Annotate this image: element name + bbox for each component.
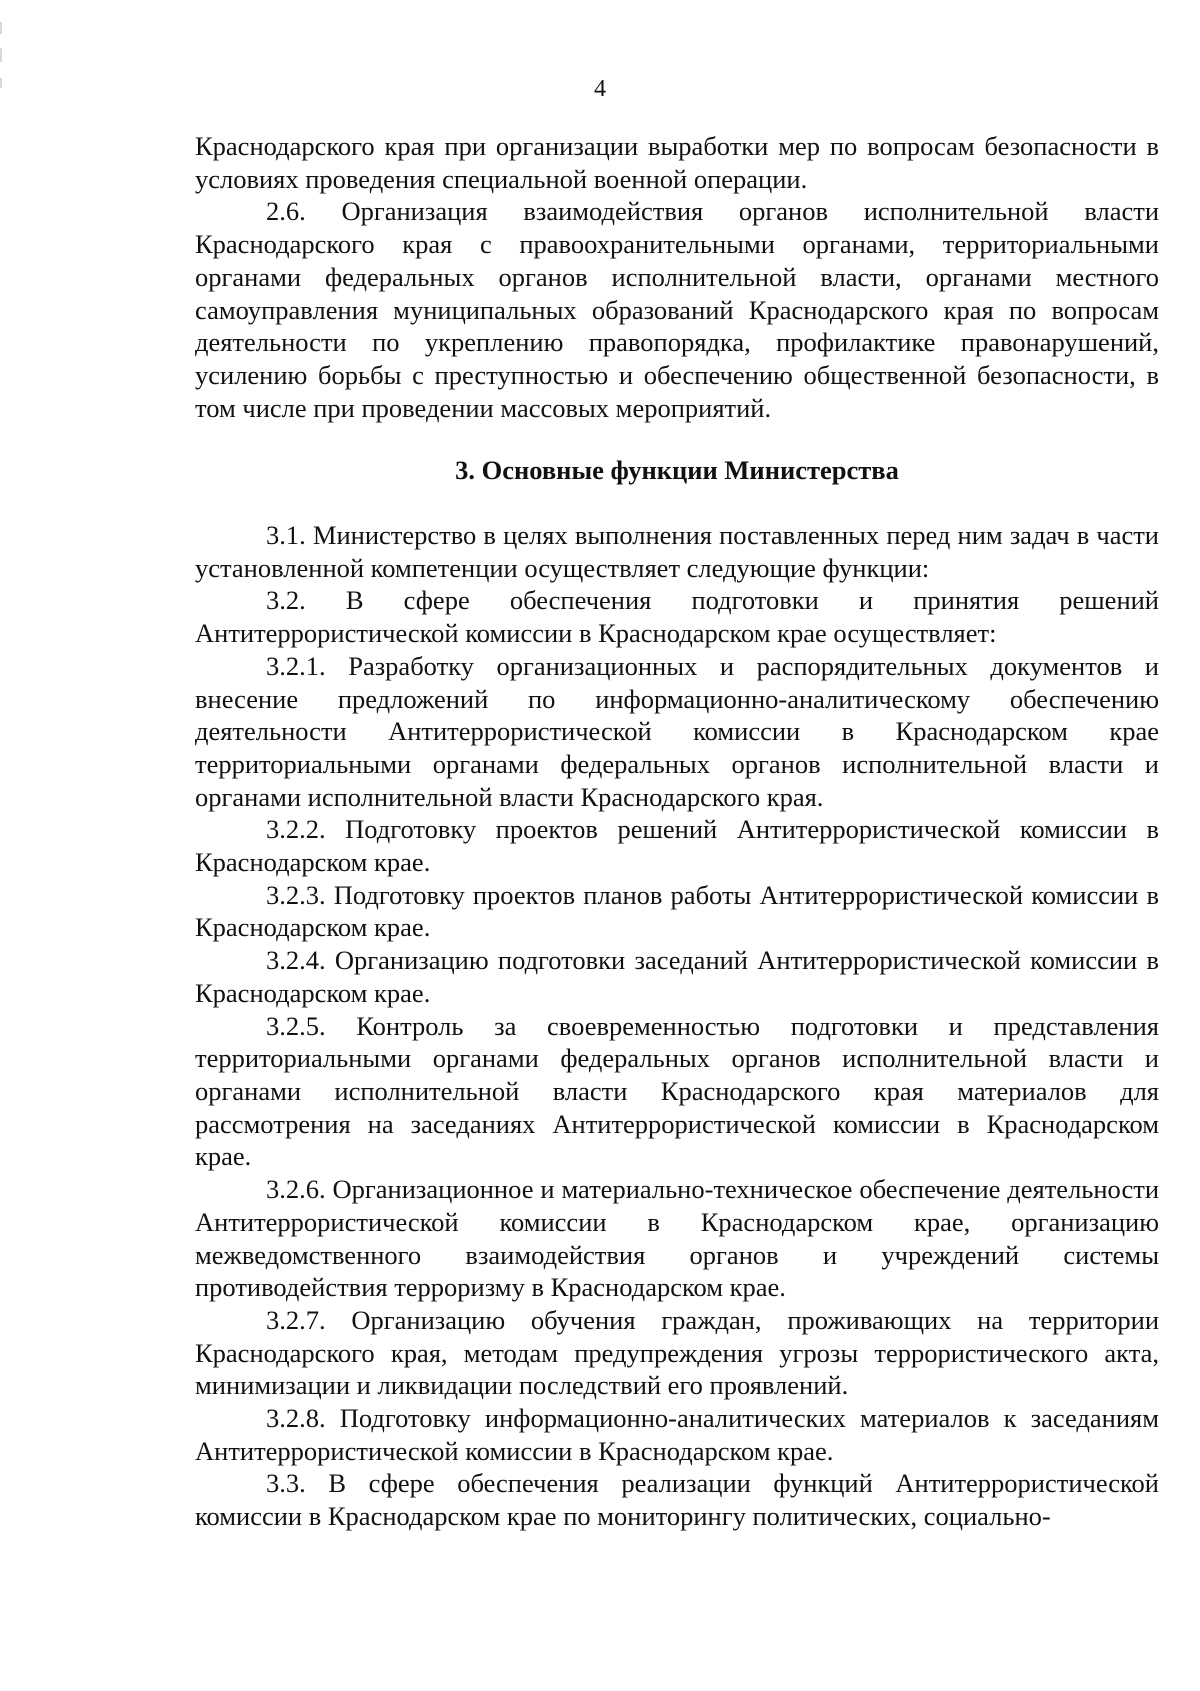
paragraph: 3.3. В сфере обеспечения реализации функций Антитеррористической комиссии в Краснодарском крае по мониторингу политических, социально- [195,1468,1159,1532]
paragraph: 3.2.3. Подготовку проектов планов работы Антитеррористической комиссии в Краснодарском крае. [195,879,1159,943]
paragraph: 3.2.1. Разработку организационных и распорядительных документов и внесение предложений по информационно-аналитическому обеспечению деятельности Антитеррористической комиссии в Краснодарском крае территориальными органами федеральных органов исполнительной власти и органами исполнительной власти Краснодарского края. [195,650,1159,812]
paragraph: Краснодарского края при организации выработки мер по вопросам безопасности в условиях проведения специальной военной операции. [195,131,1159,194]
document-body [195,130,1159,1533]
paragraphs-before-heading [195,130,1159,424]
scan-artifact [0,48,2,62]
paragraph: 3.2.6. Организационное и материально-техническое обеспечение деятельности Антитеррористической комиссии в Краснодарском крае, организацию межведомственного взаимодействия органов и учреждений системы противодействия терроризму в Краснодарском крае. [195,1174,1159,1303]
paragraph: 3.2. В сфере обеспечения подготовки и принятия решений Антитеррористической комиссии в Краснодарском крае осуществляет: [195,585,1159,649]
paragraph: 3.2.2. Подготовку проектов решений Антитеррористической комиссии в Краснодарском крае. [195,814,1159,878]
scan-artifact [0,22,2,34]
paragraph: 3.2.4. Организацию подготовки заседаний Антитеррористической комиссии в Краснодарском крае. [195,945,1159,1008]
paragraph: 3.2.5. Контроль за своевременностью подготовки и представления территориальными органами федеральных органов исполнительной власти и органами исполнительной власти Краснодарского края материалов для рассмотрения на заседаниях Антитеррористической комиссии в Краснодарском крае. [195,1010,1159,1172]
section-heading: 3. Основные функции Министерства [455,455,899,486]
paragraph: 3.1. Министерство в целях выполнения поставленных перед ним задач в части установленной компетенции осуществляет следующие функции: [195,520,1159,583]
paragraph: 2.6. Организация взаимодействия органов исполнительной власти Краснодарского края с правоохранительными органами, территориальными органами федеральных органов исполнительной власти, органами местного самоуправления муниципальных образований Краснодарского края по вопросам деятельности по укреплению правопорядка, профилактике правонарушений, усилению борьбы с преступностью и обеспечению общественной безопасности, в том числе при проведении массовых мероприятий. [195,196,1159,423]
paragraphs-after-heading [195,519,1159,1533]
page-number: 4 [594,76,606,102]
paragraph: 3.2.7. Организацию обучения граждан, проживающих на территории Краснодарского края, методам предупреждения угрозы террористического акта, минимизации и ликвидации последствий его проявлений. [195,1304,1159,1401]
paragraph: 3.2.8. Подготовку информационно-аналитических материалов к заседаниям Антитеррористической комиссии в Краснодарском крае. [195,1403,1159,1466]
